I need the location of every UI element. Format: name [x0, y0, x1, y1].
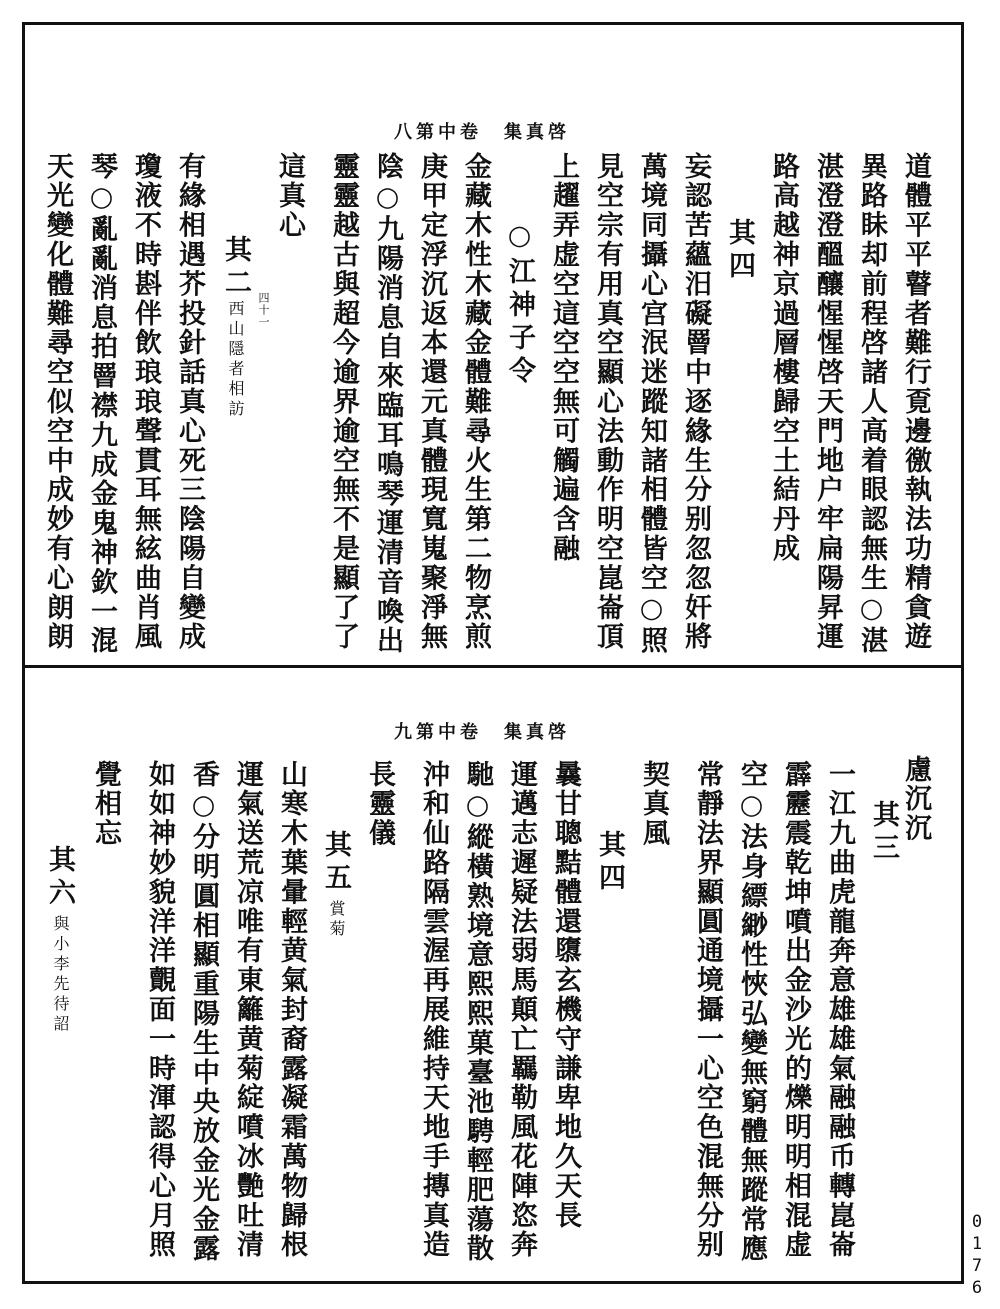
upper-col-10-heading: ○江神子令: [504, 220, 535, 389]
upper-col-18: 瓊液不時斟伴飲琅琅聲貫耳無絃曲肖風: [130, 152, 161, 652]
upper-col-16-subtitle: 西山隱者相訪: [226, 300, 245, 420]
lower-col-12: 沖和仙路隔雲渥再展維持天地手摶真造: [418, 760, 449, 1260]
lower-col-14-subtitle: 賞菊: [327, 900, 346, 940]
upper-col-1: 道體平平瞽者難行覔邊徼執法功精貪遊: [900, 152, 931, 652]
lower-col-17: 香○分明圓相顯重陽生中央放金光金露: [188, 760, 219, 1264]
page-divider: [22, 665, 964, 668]
upper-col-8: 見空宗有用真空顯心法動作明空崑崙頂: [592, 152, 623, 652]
lower-col-1: 慮沉沉: [900, 755, 931, 844]
upper-col-12: 庚甲定浮沉返本還元真體現寬嵬聚淨無: [416, 152, 447, 652]
upper-col-19: 琴○亂亂消息拍罾襟九成金鬼神欽一混: [86, 152, 117, 656]
page-number: [968, 1212, 986, 1300]
page-number-text: 0176: [967, 1212, 987, 1300]
upper-col-2: 異路眛却前程啓諸人高着眼認無生○湛: [856, 152, 887, 656]
lower-col-3: 一江九曲虎龍奔意雄雄氣融融币轉崑崙: [824, 760, 855, 1260]
upper-col-4: 路高越神京過層樓歸空土結丹成: [768, 152, 799, 564]
lower-col-20-subtitle: 與小李先待詔: [51, 915, 70, 1035]
upper-col-6: 妄認苦蘊汨礙罾中逐緣生分别忽忽奸將: [680, 152, 711, 652]
lower-col-6: 常靜法界顯圓通境攝一心空色混無分别: [692, 760, 723, 1260]
upper-page-header: 八第中卷 集真啓: [394, 122, 570, 143]
lower-col-10: 運邁志遲疑法弱馬顛亡羈勒風花陣恣奔: [506, 760, 537, 1260]
upper-col-16-heading: 其二: [220, 235, 251, 301]
upper-col-15-annotation: 四十一: [257, 292, 270, 328]
lower-col-11: 馳○縱橫熟境意熙熙菓臺池騁輕肥蕩散: [462, 760, 493, 1264]
upper-col-15: 這真心: [274, 152, 305, 241]
lower-col-13: 長靈儀: [364, 760, 395, 849]
lower-col-18: 如如神妙貌洋洋覿面一時渾認得心月照: [144, 760, 175, 1260]
lower-col-9: 曩甘聰黠體還隳玄機守謙卑地久天長: [550, 760, 581, 1231]
upper-col-9: 上趯弄虚空這空空無可觸遍含融: [548, 152, 579, 564]
upper-col-20: 天光變化體難尋空似空中成妙有心朗朗: [42, 152, 73, 652]
upper-col-7: 萬境同攝心宫泯迷蹤知諸相體皆空○照: [636, 152, 667, 656]
upper-col-13: 陰○九陽消息自來臨耳鳴琴運清音喚出: [372, 152, 403, 656]
lower-col-15: 山寒木葉暈輕黄氣封裔露凝霜萬物歸根: [276, 760, 307, 1260]
upper-col-3: 湛澄澄醞釀惺惺啓天門地户牢扁陽昇運: [812, 152, 843, 652]
lower-page-header: 九第中卷 集真啓: [394, 722, 570, 743]
lower-col-16: 運氣送荒凉唯有東籬黄菊綻噴冰艷吐清: [232, 760, 263, 1260]
upper-col-11: 金藏木性木藏金體難尋火生第二物烹煎: [460, 152, 491, 652]
lower-col-2-heading: 其三: [868, 800, 899, 866]
upper-col-5-heading: 其四: [724, 218, 755, 284]
upper-col-14: 靈靈越古與超今逾界逾空無不是顯了了: [328, 152, 359, 652]
lower-col-8-heading: 其四: [594, 830, 625, 896]
lower-col-5: 空○法身縹緲性悏弘變無窮體無蹤常應: [736, 760, 767, 1264]
lower-col-20-heading: 其六: [44, 845, 75, 911]
upper-col-17: 有緣相遇芥投針話真心死三陰陽自變成: [174, 152, 205, 652]
lower-col-7: 契真風: [638, 760, 669, 849]
lower-col-19: 覺相忘: [90, 760, 121, 849]
lower-col-4: 霹靂震乾坤噴出金沙光的爍明明相混虚: [780, 760, 811, 1260]
lower-col-14-heading: 其五: [320, 830, 351, 896]
